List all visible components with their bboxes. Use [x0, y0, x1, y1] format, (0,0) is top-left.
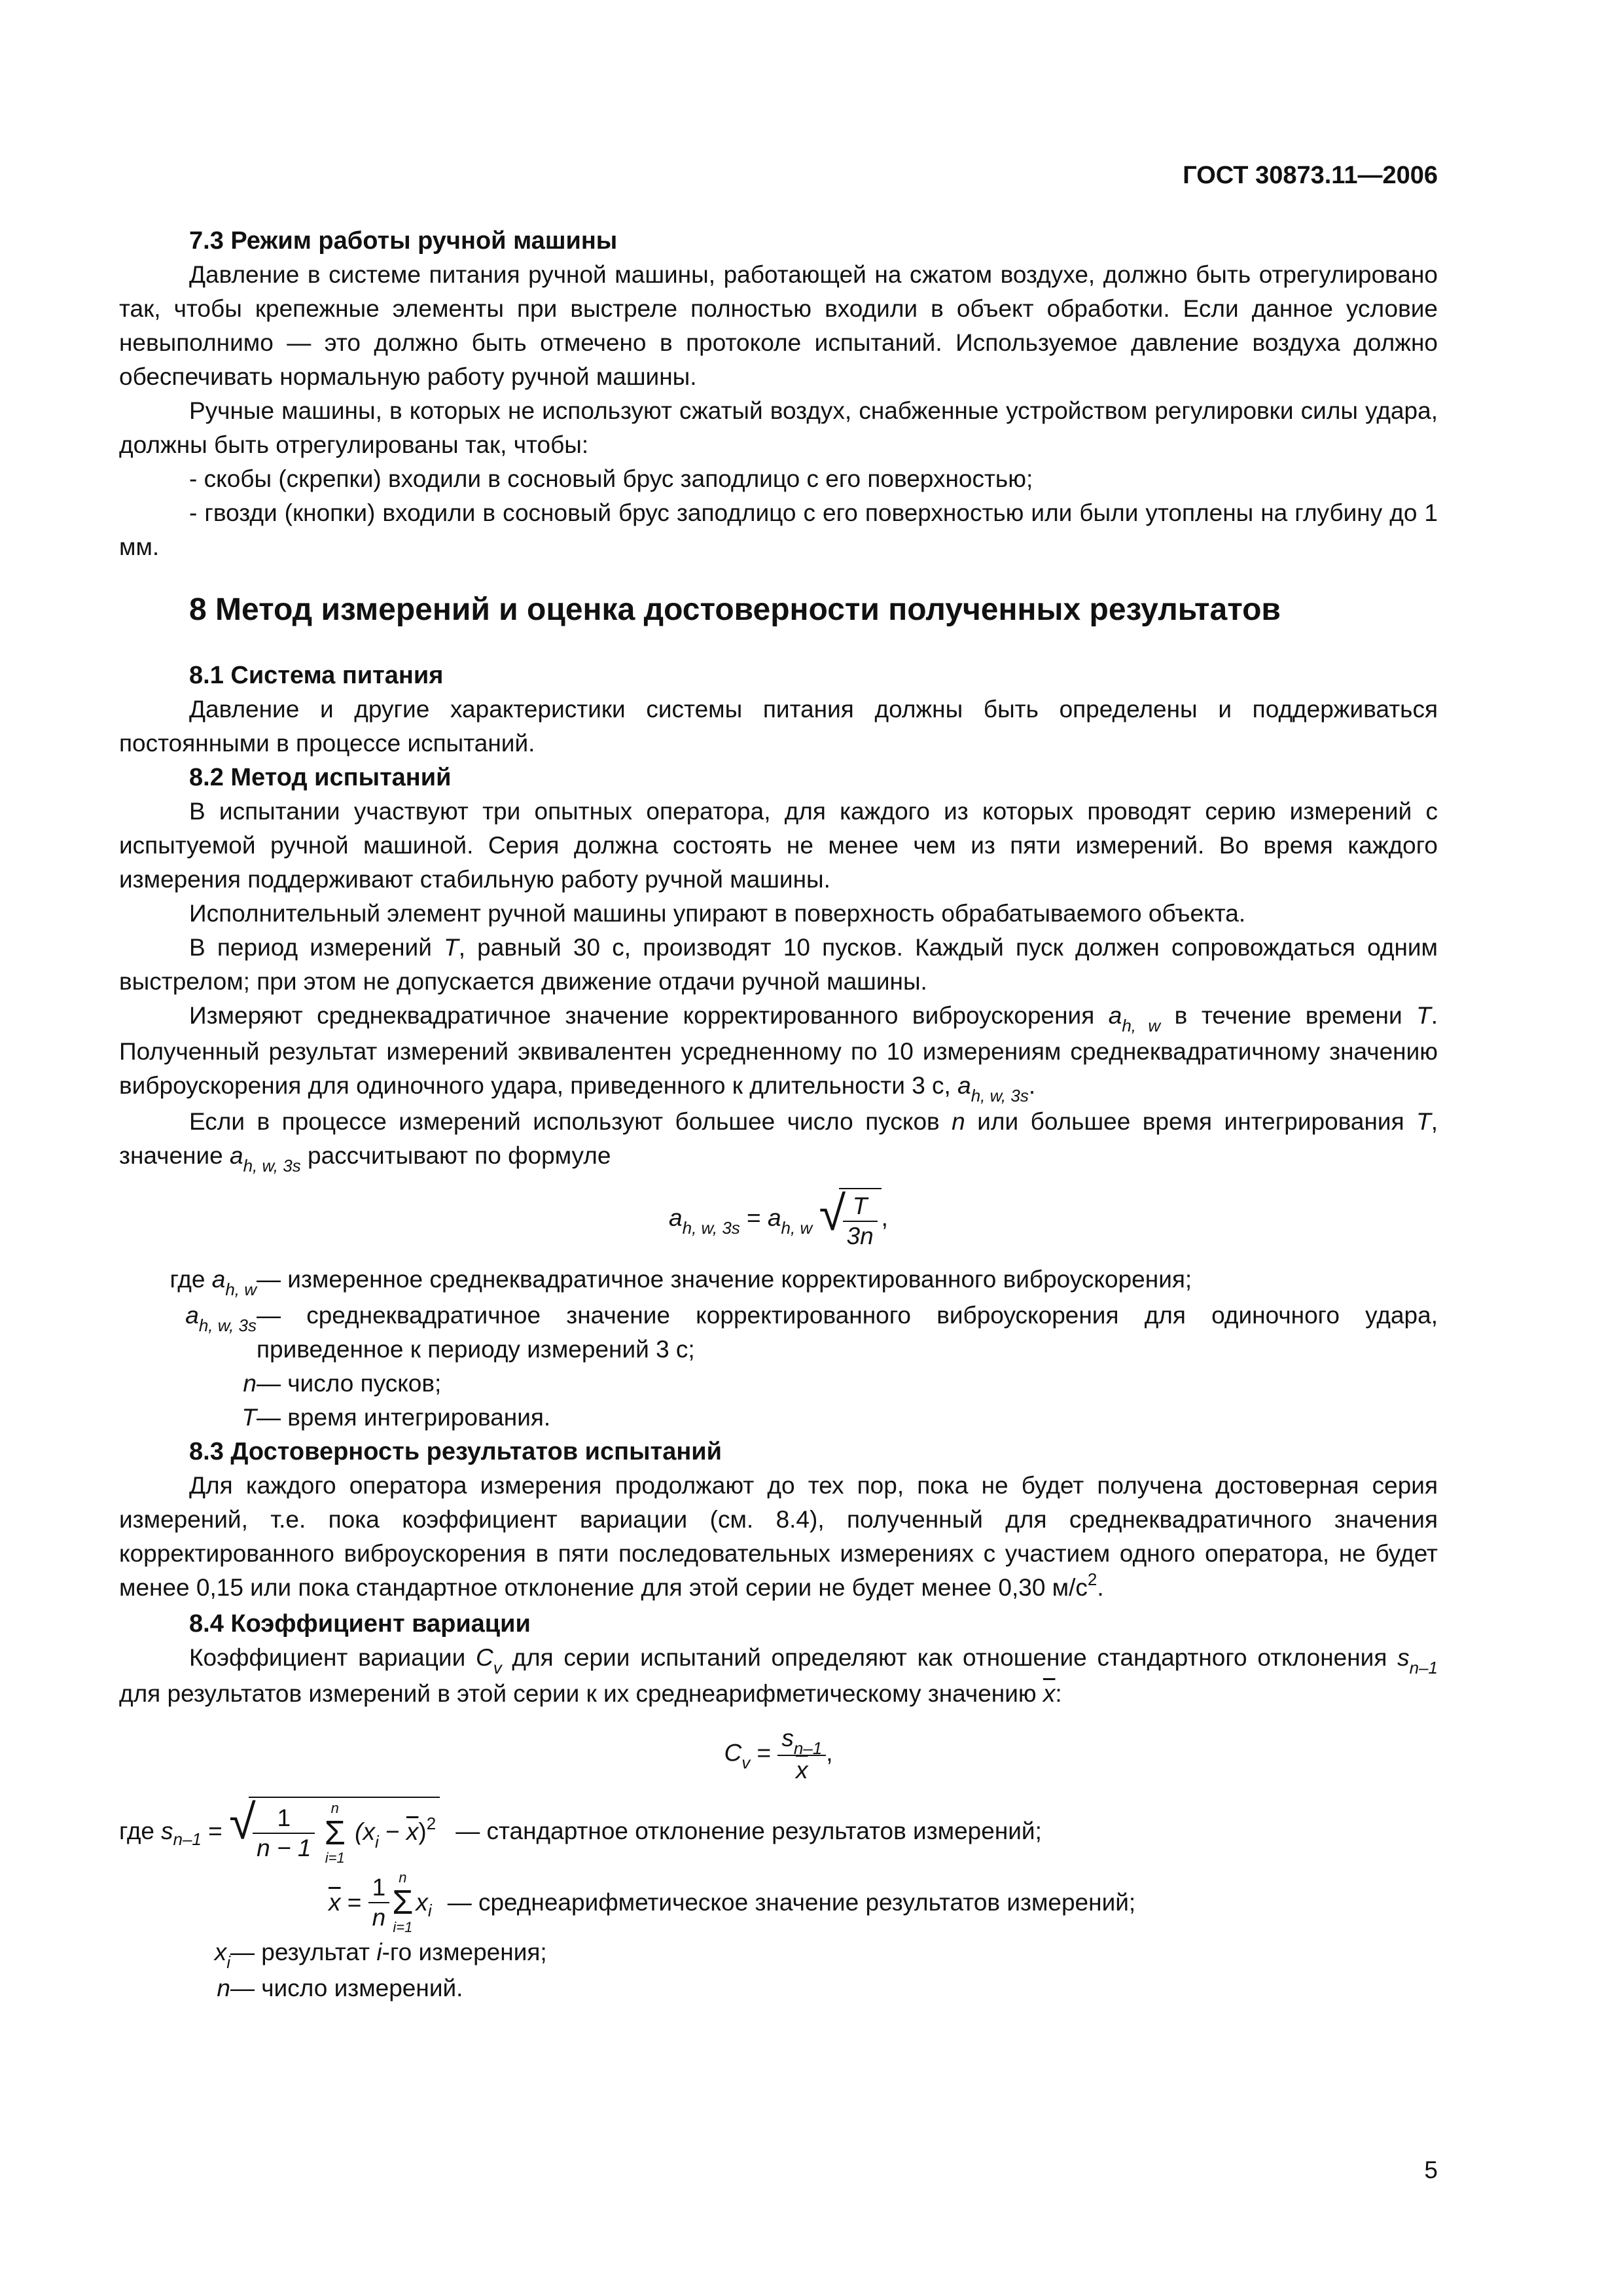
section-8-2-para-4: Измеряют среднеквадратичное значение корректированного виброускорения $a_{h, w}$ в течение времени T. Полученный результат измерений эквивалентен усредненному по 10 измерениям среднеквадратичному значению виброускорения для одиночного удара, приведенного к длительности 3 с, $a_{h, w, 3s}$.	[119, 1002, 1438, 1105]
section-8-1-para-1: Давление и другие характеристики системы питания должны быть определены и поддерживаться постоянными в процессе испытаний.	[119, 696, 1438, 757]
section-7-3-heading: 7.3 Режим работы ручной машины	[189, 227, 618, 255]
sum-symbol: n Σ i=1	[392, 1869, 414, 1935]
page-number: 5	[1424, 2157, 1438, 2183]
definition-row: $x_i$ — результат i-го измерения;	[214, 1939, 547, 1972]
formula-a-hw3s: $a_{h, w, 3s} = a_{h, w}$ √ $\frac{T}{3n}$ ,	[669, 1186, 888, 1249]
section-7-3-item-1: - скобы (скрепки) входили в сосновый брус заподлицо с его поверхностью;	[189, 465, 1033, 492]
section-8-2-para-2: Исполнительный элемент ручной машины упирают в поверхность обрабатываемого объекта.	[189, 900, 1246, 927]
sqrt-sign: √ $\frac{T}{3n}$	[819, 1188, 882, 1251]
section-8-heading: 8 Метод измерений и оценка достоверности полученных результатов	[189, 592, 1281, 627]
section-7-3-item-2: - гвозди (кнопки) входили в сосновый брус заподлицо с его поверхностью или были утоплены на глубину до 1 мм.	[119, 499, 1438, 560]
section-8-2-heading: 8.2 Метод испытаний	[189, 764, 452, 791]
section-8-1-heading: 8.1 Система питания	[189, 662, 444, 689]
definitions-list	[119, 1263, 1438, 1435]
sum-symbol: n Σ i=1	[324, 1800, 346, 1866]
page-content	[119, 224, 1438, 2005]
section-8-2-para-5: Если в процессе измерений используют большее число пусков n или большее время интегрирования T, значение $a_{h, w, 3s}$ рассчитывают по формуле	[119, 1108, 1438, 1175]
section-7-3-para-1: Давление в системе питания ручной машины, работающей на сжатом воздухе, должно быть отрегулировано так, чтобы крепежные элементы при выстреле полностью входили в объект обработки. Если данное условие невыполнимо — это должно быть отмечено в протоколе испытаний. Используемое давление воздуха должно обеспечивать нормальную работу ручной машины.	[119, 261, 1438, 390]
section-7-3-para-2: Ручные машины, в которых не используют сжатый воздух, снабженные устройством регулировки силы удара, должны быть отрегулированы так, чтобы:	[119, 397, 1438, 458]
formula-cv: $C_v$ = $\frac{s_{n-1}}{x}$ ,	[724, 1725, 833, 1784]
document-code: ГОСТ 30873.11—2006	[1183, 162, 1438, 189]
section-8-4-para-1: Коэффициент вариации $C_v$ для серии испытаний определяют как отношение стандартного отклонения $s_{n-1}$ для результатов измерений в этой серии к их среднеарифметическому значению $\overline{x}$:	[119, 1644, 1438, 1707]
definition-row: T — время интегрирования.	[241, 1404, 551, 1431]
section-8-3-para-1: Для каждого оператора измерения продолжают до тех пор, пока не будет получена достоверная серия измерений, т.е. пока коэффициент вариации (см. 8.4), полученный для среднеквадратичного значения корректированного виброускорения в пяти последовательных измерениях с участием одного оператора, не будет менее 0,15 или пока стандартное отклонение для этой серии не будет менее 0,30 $м/с^2$.	[119, 1472, 1438, 1601]
definition-row: $a_{h, w, 3s}$ — среднеквадратичное значение корректированного виброускорения для одиночного удара, приведенное к периоду измерений 3 с;	[185, 1302, 1438, 1363]
section-8-4-heading: 8.4 Коэффициент вариации	[189, 1610, 531, 1638]
formula-mean: $\overline{x}$ = $\frac{1}{n}$ n Σ i=1 x i — среднеарифметическое значение результатов измерений;	[329, 1869, 1136, 1935]
definition-row: n — число измерений.	[217, 1975, 463, 2001]
definition-row: где $a_{h, w}$ — измеренное среднеквадратичное значение корректированного виброускорения;	[169, 1266, 1192, 1299]
formula-std-dev: где s n–1 = √ $\frac{1}{n - 1}$ n Σ i=1 $(x_i - \overline{x})^2$ — стандартное отклонение результатов измерений;	[119, 1795, 1042, 1866]
section-8-3-heading: 8.3 Достоверность результатов испытаний	[189, 1438, 722, 1465]
section-8-2-para-1: В испытании участвуют три опытных оператора, для каждого из которых проводят серию измерений с испытуемой ручной машиной. Серия должна состоять не менее чем из пяти измерений. Во время каждого измерения поддерживают стабильную работу ручной машины.	[119, 798, 1438, 893]
sqrt-sign: √ $\frac{1}{n - 1}$ n Σ i=1 $(x_i - \overline{x})^2$	[229, 1797, 440, 1866]
definition-row: n — число пусков;	[243, 1370, 442, 1397]
section-8-2-para-3: В период измерений T, равный 30 с, производят 10 пусков. Каждый пуск должен сопровождаться одним выстрелом; при этом не допускается движение отдачи ручной машины.	[119, 934, 1438, 995]
